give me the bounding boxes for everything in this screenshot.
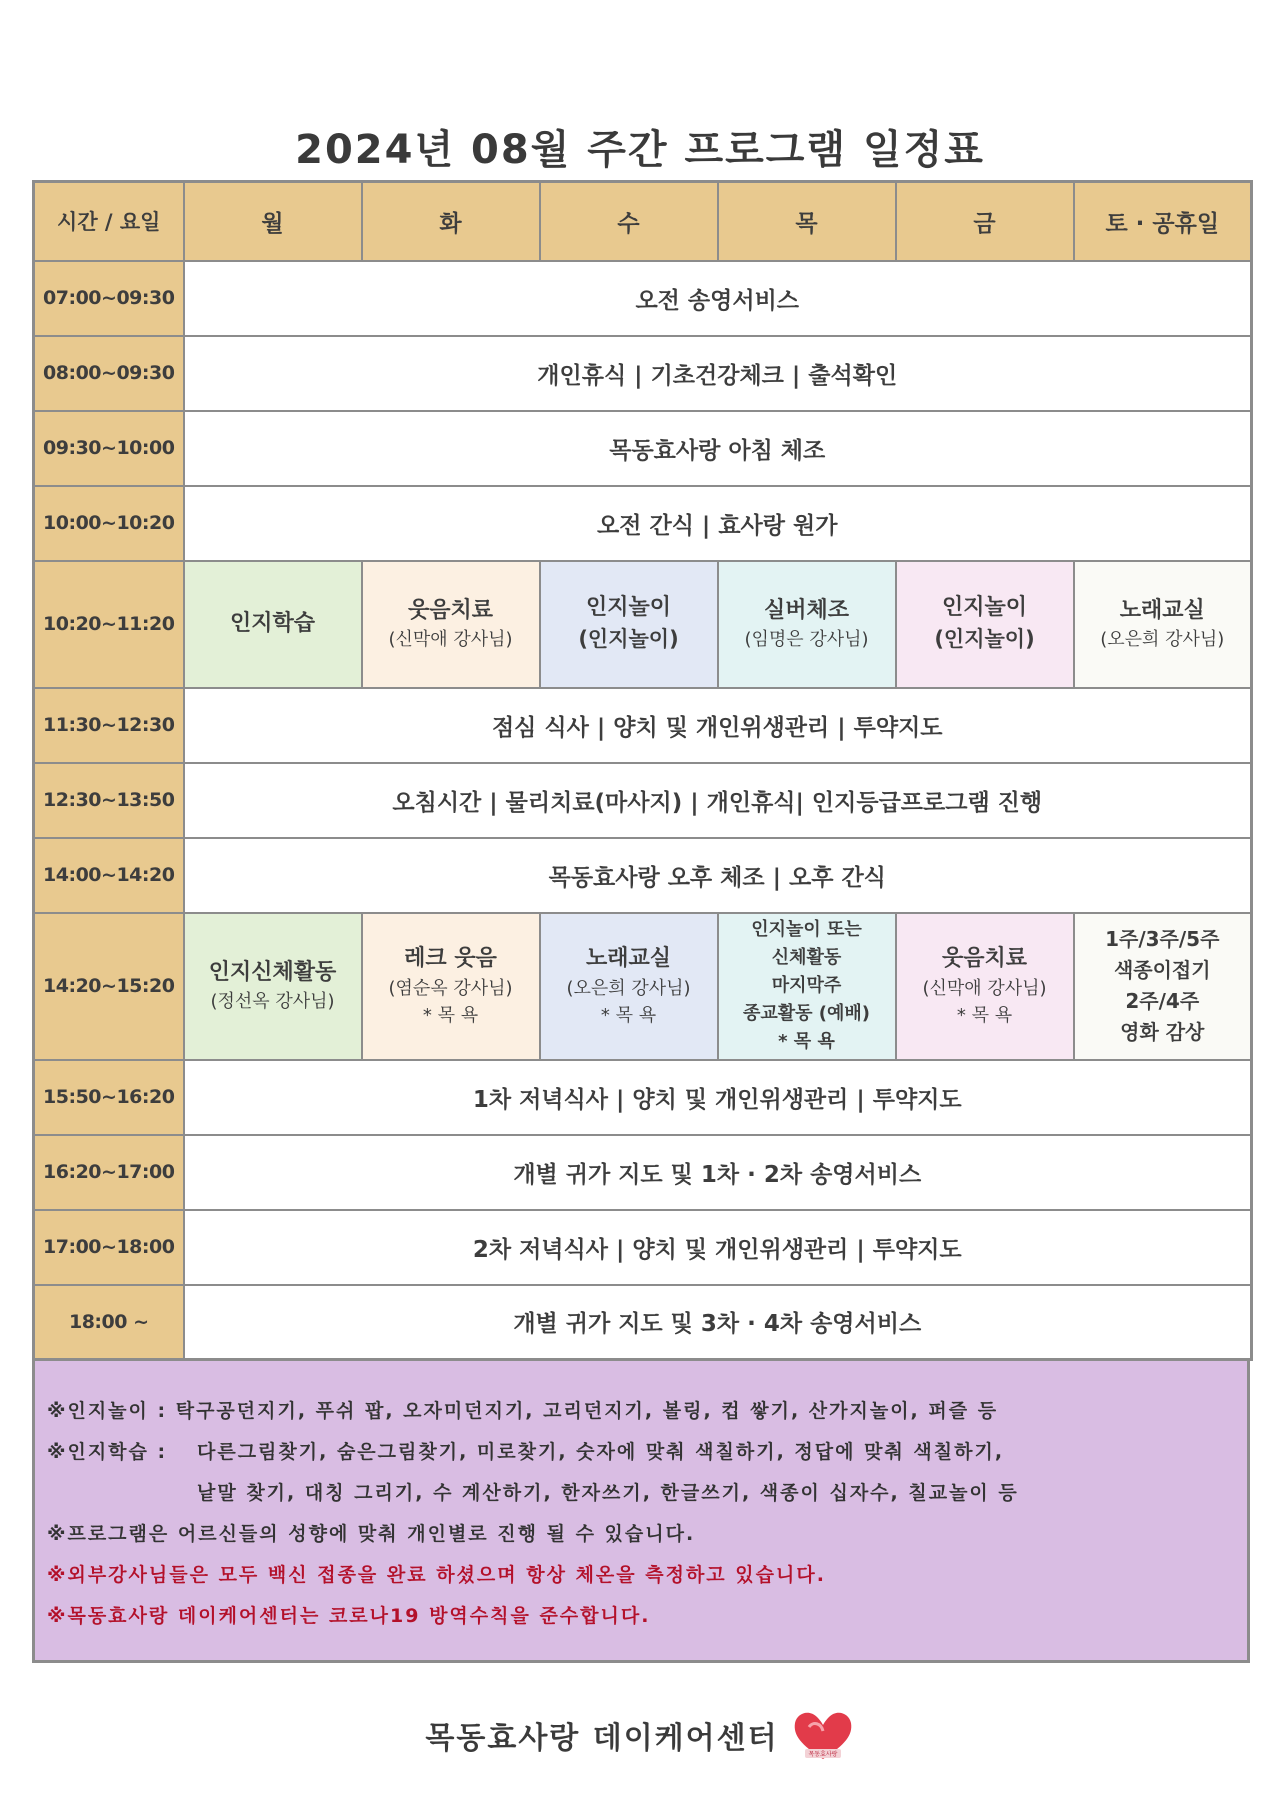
program-title: 노래교실 <box>1119 597 1205 623</box>
program-title: 인지신체활동 <box>208 959 337 985</box>
time-cell: 08:00~09:30 <box>34 336 184 411</box>
program-instructor: (신막애 강사님) <box>388 629 513 651</box>
note-vaccine: ※외부강사님들은 모두 백신 접종을 완료 하셨으며 항상 체온을 측정하고 있습니다. <box>47 1564 826 1586</box>
note-text: 다른그림찾기, 숨은그림찾기, 미로찾기, 숫자에 맞춰 색칠하기, 정답에 맞춰 색칠하기, <box>197 1441 1005 1463</box>
time-cell: 12:30~13:50 <box>34 763 184 838</box>
table-row <box>34 688 1252 763</box>
program-instructor: (오은희 강사님) <box>1100 629 1225 651</box>
program-cell-sat <box>1074 913 1252 1060</box>
header-row <box>34 182 1252 261</box>
program-cell-wed <box>540 561 718 688</box>
program-line: 인지놀이 또는 <box>751 919 862 941</box>
time-cell: 15:50~16:20 <box>34 1060 184 1135</box>
program-instructor: (오은희 강사님) <box>566 977 691 999</box>
program-instructor: (임명은 강사님) <box>744 629 869 651</box>
program-cell-thu <box>718 913 896 1060</box>
header-sat: 토 · 공휴일 <box>1074 182 1252 261</box>
program-title: 실버체조 <box>763 597 849 623</box>
table-row <box>34 1285 1252 1360</box>
activity-cell: 오침시간 | 물리치료(마사지) | 개인휴식| 인지등급프로그램 진행 <box>184 763 1252 838</box>
program-cell-fri <box>896 561 1074 688</box>
program-instructor: (정선옥 강사님) <box>210 991 335 1013</box>
header-corner: 시간 / 요일 <box>34 182 184 261</box>
time-cell: 18:00 ~ <box>34 1285 184 1360</box>
header-mon: 월 <box>184 182 362 261</box>
time-cell: 07:00~09:30 <box>34 261 184 336</box>
program-title: 인지놀이 <box>941 595 1027 621</box>
table-row <box>34 913 1252 1060</box>
table-row <box>34 763 1252 838</box>
activity-cell: 1차 저녁식사 | 양치 및 개인위생관리 | 투약지도 <box>184 1060 1252 1135</box>
activity-cell: 2차 저녁식사 | 양치 및 개인위생관리 | 투약지도 <box>184 1210 1252 1285</box>
time-cell: 10:20~11:20 <box>34 561 184 688</box>
program-line: 신체활동 <box>771 947 842 969</box>
time-cell: 14:20~15:20 <box>34 913 184 1060</box>
activity-cell: 개별 귀가 지도 및 3차 · 4차 송영서비스 <box>184 1285 1252 1360</box>
program-title: 인지놀이 <box>585 595 671 621</box>
heart-logo-icon <box>791 1707 855 1763</box>
program-note: * 목 욕 <box>956 1004 1013 1026</box>
header-fri: 금 <box>896 182 1074 261</box>
program-cell-wed <box>540 913 718 1060</box>
time-cell: 09:30~10:00 <box>34 411 184 486</box>
note-cognitive-learning-cont: 낱말 찾기, 대칭 그리기, 수 계산하기, 한자쓰기, 한글쓰기, 색종이 십자수, 칠교놀이 등 <box>197 1482 1019 1504</box>
note-covid: ※목동효사랑 데이케어센터는 코로나19 방역수칙을 준수합니다. <box>47 1605 651 1627</box>
program-note: * 목 욕 <box>422 1004 479 1026</box>
note-program: ※프로그램은 어르신들의 성향에 맞춰 개인별로 진행 될 수 있습니다. <box>47 1523 696 1545</box>
program-title: 웃음치료 <box>941 946 1027 972</box>
table-row <box>34 1210 1252 1285</box>
program-note: * 목 욕 <box>778 1030 835 1052</box>
header-wed: 수 <box>540 182 718 261</box>
table-row <box>34 561 1252 688</box>
notes-box <box>32 1358 1250 1663</box>
table-row <box>34 1060 1252 1135</box>
table-row <box>34 261 1252 336</box>
footer <box>0 1705 1280 1765</box>
program-instructor: (인지놀이) <box>934 627 1035 652</box>
program-line: 종교활동 (예배) <box>742 1002 871 1024</box>
program-cell-mon <box>184 561 362 688</box>
note-label: ※인지학습 : <box>47 1441 168 1463</box>
activity-cell: 점심 식사 | 양치 및 개인위생관리 | 투약지도 <box>184 688 1252 763</box>
time-cell: 11:30~12:30 <box>34 688 184 763</box>
note-cognitive-learning <box>47 1432 1247 1473</box>
center-name: 목동효사랑 데이케어센터 <box>425 1721 779 1756</box>
program-cell-tue <box>362 913 540 1060</box>
time-cell: 16:20~17:00 <box>34 1135 184 1210</box>
page-title: 2024년 08월 주간 프로그램 일정표 <box>295 127 985 173</box>
program-title: 노래교실 <box>585 946 671 972</box>
program-line: 영화 감상 <box>1120 1020 1205 1044</box>
activity-cell: 오전 간식 | 효사랑 원가 <box>184 486 1252 561</box>
note-cognitive-play: ※인지놀이 : 탁구공던지기, 푸쉬 팝, 오자미던지기, 고리던지기, 볼링, 컵 쌓기, 산가지놀이, 퍼즐 등 <box>47 1400 999 1422</box>
program-line: 색종이접기 <box>1113 958 1211 982</box>
activity-cell: 목동효사랑 오후 체조 | 오후 간식 <box>184 838 1252 913</box>
time-cell: 10:00~10:20 <box>34 486 184 561</box>
program-title: 인지학습 <box>229 611 315 637</box>
program-instructor: (인지놀이) <box>578 627 679 652</box>
program-instructor: (염순옥 강사님) <box>388 977 513 999</box>
program-cell-thu <box>718 561 896 688</box>
activity-cell: 개인휴식 | 기초건강체크 | 출석확인 <box>184 336 1252 411</box>
program-title: 웃음치료 <box>407 597 493 623</box>
program-line: 마지막주 <box>771 975 842 997</box>
time-cell: 14:00~14:20 <box>34 838 184 913</box>
program-line: 2주/4주 <box>1125 989 1200 1013</box>
program-line: 1주/3주/5주 <box>1105 927 1220 951</box>
program-cell-fri <box>896 913 1074 1060</box>
table-row <box>34 486 1252 561</box>
activity-cell: 개별 귀가 지도 및 1차 · 2차 송영서비스 <box>184 1135 1252 1210</box>
table-row <box>34 411 1252 486</box>
activity-cell: 오전 송영서비스 <box>184 261 1252 336</box>
logo-text: 목동효사랑 <box>808 1751 838 1758</box>
header-tue: 화 <box>362 182 540 261</box>
table-row <box>34 336 1252 411</box>
table-row <box>34 838 1252 913</box>
program-cell-mon <box>184 913 362 1060</box>
program-instructor: (신막애 강사님) <box>922 977 1047 999</box>
table-row <box>34 1135 1252 1210</box>
time-cell: 17:00~18:00 <box>34 1210 184 1285</box>
program-note: * 목 욕 <box>600 1004 657 1026</box>
program-cell-tue <box>362 561 540 688</box>
program-cell-sat <box>1074 561 1252 688</box>
activity-cell: 목동효사랑 아침 체조 <box>184 411 1252 486</box>
schedule-table <box>32 180 1253 1361</box>
header-thu: 목 <box>718 182 896 261</box>
program-title: 레크 웃음 <box>404 946 497 972</box>
